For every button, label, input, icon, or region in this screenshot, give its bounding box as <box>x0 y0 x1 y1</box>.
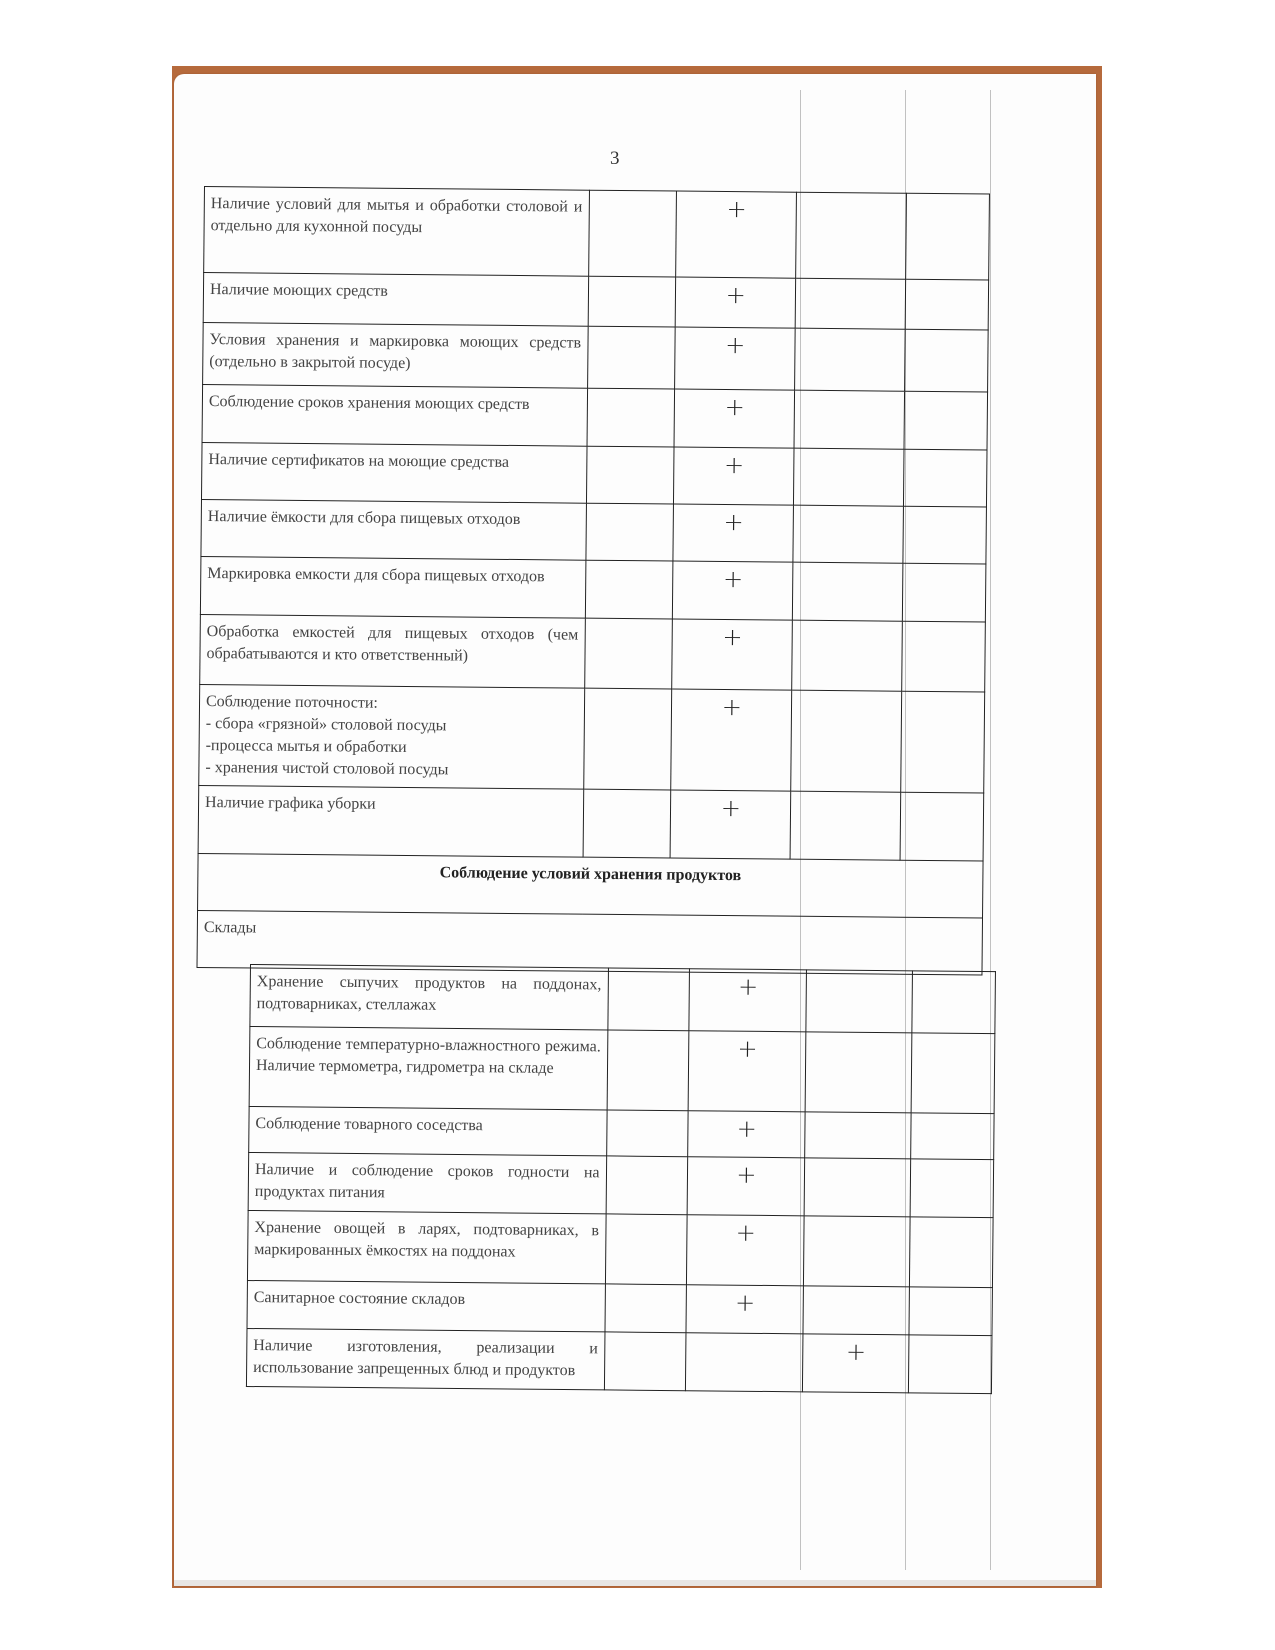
table-row <box>203 322 989 392</box>
mark-cell: + <box>689 1031 807 1112</box>
mark-cell <box>805 1112 911 1159</box>
criterion-line: - сбора «грязной» столовой посуды <box>205 715 447 735</box>
table-row <box>247 1210 993 1287</box>
mark-cell: + <box>670 790 790 859</box>
mark-cell <box>794 390 904 449</box>
mark-cell: + <box>674 389 794 448</box>
table-row <box>248 1152 994 1217</box>
mark-cell: + <box>689 969 806 1032</box>
mark-cell: + <box>688 1157 805 1216</box>
mark-cell <box>795 278 905 329</box>
mark-cell: + <box>673 561 793 620</box>
mark-cell: + <box>674 447 794 505</box>
mark-cell <box>909 1335 992 1394</box>
mark-cell <box>605 1284 687 1333</box>
criterion-cell: Хранение сыпучих продуктов на поддонах, подтоварниках, стеллажах <box>250 965 608 1030</box>
mark-cell <box>905 329 989 392</box>
criterion-cell: Наличие изготовления, реализации и использование запрещенных блюд и продуктов <box>246 1328 604 1389</box>
mark-cell <box>794 448 904 506</box>
criterion-cell: Наличие сертификатов на моющие средства <box>201 442 586 503</box>
mark-cell <box>790 791 900 860</box>
mark-cell <box>793 562 903 621</box>
mark-cell <box>804 1158 910 1217</box>
table-row <box>198 785 984 861</box>
mark-cell <box>604 1332 686 1391</box>
criterion-cell: Наличие графика уборки <box>198 785 583 857</box>
table-row <box>247 1280 992 1335</box>
mark-cell <box>905 279 988 330</box>
mark-cell <box>909 1287 992 1336</box>
table-row <box>199 684 985 793</box>
mark-cell <box>583 789 672 858</box>
mark-cell <box>585 560 673 619</box>
criterion-cell: Наличие и соблюдение сроков годности на продуктах питания <box>248 1152 606 1213</box>
mark-cell <box>795 328 905 391</box>
mark-cell <box>911 1113 994 1160</box>
checklist-table-storage <box>246 964 996 1394</box>
mark-cell <box>910 1159 993 1218</box>
mark-cell <box>607 1030 690 1111</box>
mark-cell: + <box>676 277 796 328</box>
criterion-cell: Хранение овощей в ларях, подтоварниках, в маркированных ёмкостях на поддонах <box>247 1210 605 1283</box>
mark-cell <box>911 1033 995 1114</box>
mark-cell: + <box>673 504 793 562</box>
criterion-cell: Наличие ёмкости для сбора пищевых отходов <box>201 499 586 560</box>
mark-cell: + <box>803 1334 909 1393</box>
table-row <box>200 556 986 622</box>
mark-cell <box>686 1333 803 1392</box>
criterion-cell: Соблюдение температурно-влажностного режима. Наличие термометра, гидрометра на складе <box>249 1027 607 1110</box>
table-row <box>249 1027 995 1114</box>
mark-cell: + <box>676 191 797 278</box>
mark-cell: + <box>686 1285 803 1334</box>
table-row <box>249 1106 994 1159</box>
mark-cell <box>900 792 984 861</box>
mark-cell: + <box>675 327 795 390</box>
mark-cell <box>803 1286 909 1335</box>
criterion-cell: Обработка емкостей для пищевых отходов (чем обрабатываются и кто ответственный) <box>200 614 585 688</box>
checklist-table-dishwashing <box>196 186 989 976</box>
criterion-line: Соблюдение поточности: <box>205 693 378 712</box>
mark-cell <box>903 506 986 564</box>
table-row <box>246 1328 992 1393</box>
mark-cell <box>585 503 673 561</box>
mark-cell <box>792 620 902 691</box>
mark-cell: + <box>672 619 793 690</box>
table-row <box>204 187 990 281</box>
mark-cell <box>791 690 902 792</box>
section-title: Соблюдение условий хранения продуктов <box>198 853 984 918</box>
criterion-cell: Наличие моющих средств <box>203 273 588 327</box>
mark-cell: + <box>671 689 792 791</box>
page-number: 3 <box>610 148 620 169</box>
mark-cell <box>901 691 985 793</box>
criterion-cell: Соблюдение сроков хранения моющих средств <box>202 384 587 446</box>
mark-cell <box>804 1216 911 1287</box>
mark-cell <box>796 192 907 279</box>
mark-cell: + <box>688 1111 805 1158</box>
mark-cell <box>906 193 990 280</box>
criterion-cell <box>199 684 584 789</box>
criterion-cell: Условия хранения и маркировка моющих средств (отдельно в закрытой посуде) <box>203 322 588 388</box>
mark-cell <box>607 968 689 1031</box>
table-row <box>200 614 986 692</box>
table-row <box>250 965 996 1034</box>
table-row <box>203 273 988 331</box>
criterion-line: - хранения чистой столовой посуды <box>205 759 449 779</box>
table-row <box>201 442 987 507</box>
page-stack-edge <box>174 1580 1096 1586</box>
criterion-cell: Наличие условий для мытья и обработки столовой и отдельно для кухонной посуды <box>204 187 589 277</box>
mark-cell <box>588 276 676 327</box>
mark-cell <box>805 1032 912 1113</box>
mark-cell <box>912 971 995 1034</box>
criterion-cell: Соблюдение товарного соседства <box>249 1106 607 1155</box>
mark-cell <box>793 505 903 563</box>
mark-cell <box>606 1156 688 1215</box>
mark-cell <box>904 449 987 507</box>
criterion-line: -процесса мытья и обработки <box>205 737 407 756</box>
mark-cell <box>584 618 673 689</box>
mark-cell <box>587 326 675 389</box>
mark-cell <box>587 388 675 447</box>
mark-cell <box>904 391 987 450</box>
mark-cell: + <box>687 1215 804 1286</box>
mark-cell <box>902 621 986 692</box>
mark-cell <box>586 446 674 504</box>
mark-cell <box>902 563 985 622</box>
subsection-title: Склады <box>197 910 983 975</box>
mark-cell <box>588 190 677 277</box>
table-row <box>201 499 987 564</box>
mark-cell <box>605 1214 688 1285</box>
mark-cell <box>583 688 672 790</box>
mark-cell <box>806 970 912 1033</box>
table-row <box>202 384 988 450</box>
section-header-row <box>198 853 984 918</box>
criterion-cell: Маркировка емкости для сбора пищевых отходов <box>200 556 585 618</box>
mark-cell <box>606 1110 688 1157</box>
criterion-cell: Санитарное состояние складов <box>247 1280 605 1331</box>
mark-cell <box>910 1217 994 1288</box>
